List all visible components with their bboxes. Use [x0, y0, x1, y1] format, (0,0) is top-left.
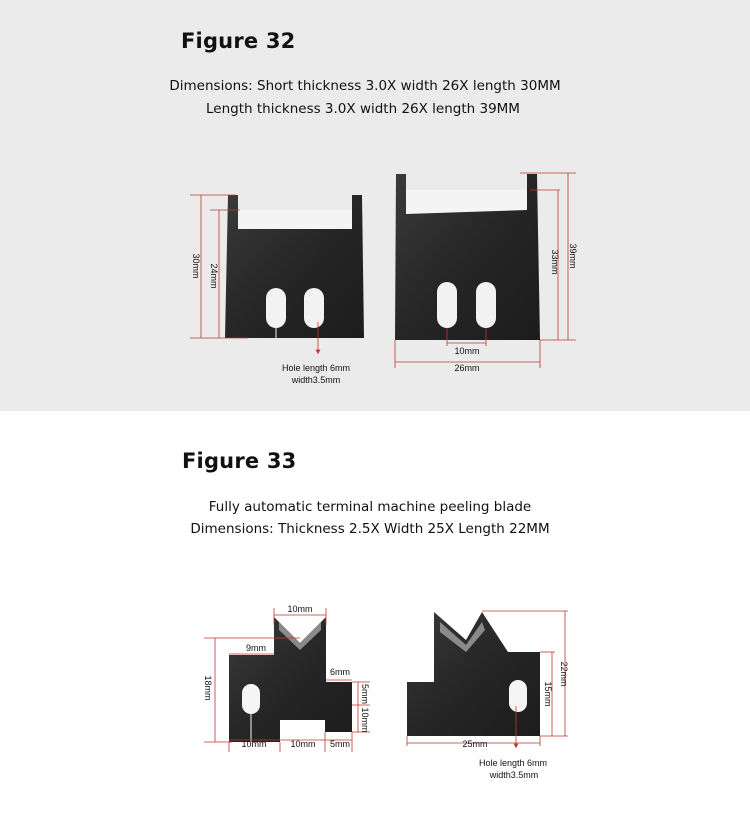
- hole-note-length: Hole length 6mm: [281, 363, 351, 373]
- figure-32-title: Figure 32: [181, 29, 296, 53]
- dim-bottom-10mm-b: 10mm: [290, 739, 316, 749]
- figure-33-desc-line2: Dimensions: Thickness 2.5X Width 25X Length 22MM: [190, 521, 550, 537]
- dim-33mm: 33mm: [550, 249, 560, 275]
- short-blade: [225, 195, 364, 338]
- long-blade-edge: [406, 190, 527, 214]
- dim-39mm: 39mm: [568, 243, 578, 269]
- dim-6mm: 6mm: [330, 667, 350, 677]
- figure-32-desc-line2: Length thickness 3.0X width 26X length 39MM: [206, 101, 520, 117]
- dim-bottom-5mm: 5mm: [330, 739, 350, 749]
- short-blade-hole-right: [304, 288, 324, 328]
- dim-9mm: 9mm: [246, 643, 266, 653]
- dim-10mm: 10mm: [454, 346, 480, 356]
- dim-right-10mm: 10mm: [360, 707, 370, 733]
- dim-22mm: 22mm: [559, 661, 569, 687]
- hole-note-width-2: width3.5mm: [489, 770, 539, 780]
- dim-18mm: 18mm: [203, 675, 213, 701]
- dim-24mm: 24mm: [209, 263, 219, 289]
- dim-top-10mm: 10mm: [287, 604, 313, 614]
- dim-25mm: 25mm: [462, 739, 488, 749]
- long-blade: [395, 174, 540, 340]
- short-blade-edge: [238, 210, 352, 229]
- dim-30mm: 30mm: [191, 253, 201, 279]
- dim-right-5mm: 5mm: [360, 684, 370, 704]
- dim-15mm: 15mm: [543, 681, 553, 707]
- peeling-blade-left-hole: [242, 684, 260, 714]
- dim-26mm: 26mm: [454, 363, 480, 373]
- figure-32-desc-line1: Dimensions: Short thickness 3.0X width 26X length 30MM: [169, 78, 561, 94]
- figure-33-title: Figure 33: [182, 449, 297, 473]
- long-blade-hole-right: [476, 282, 496, 328]
- dim-bottom-10mm-a: 10mm: [241, 739, 267, 749]
- hole-note-length-2: Hole length 6mm: [478, 758, 548, 768]
- peeling-blade-right: [407, 612, 540, 736]
- hole-note-width: width3.5mm: [291, 375, 341, 385]
- peeling-blade-right-hole: [509, 680, 527, 712]
- figure-33-desc-line1: Fully automatic terminal machine peeling blade: [208, 499, 532, 515]
- long-blade-hole-left: [437, 282, 457, 328]
- short-blade-hole-left: [266, 288, 286, 328]
- peeling-blade-left: [229, 617, 352, 742]
